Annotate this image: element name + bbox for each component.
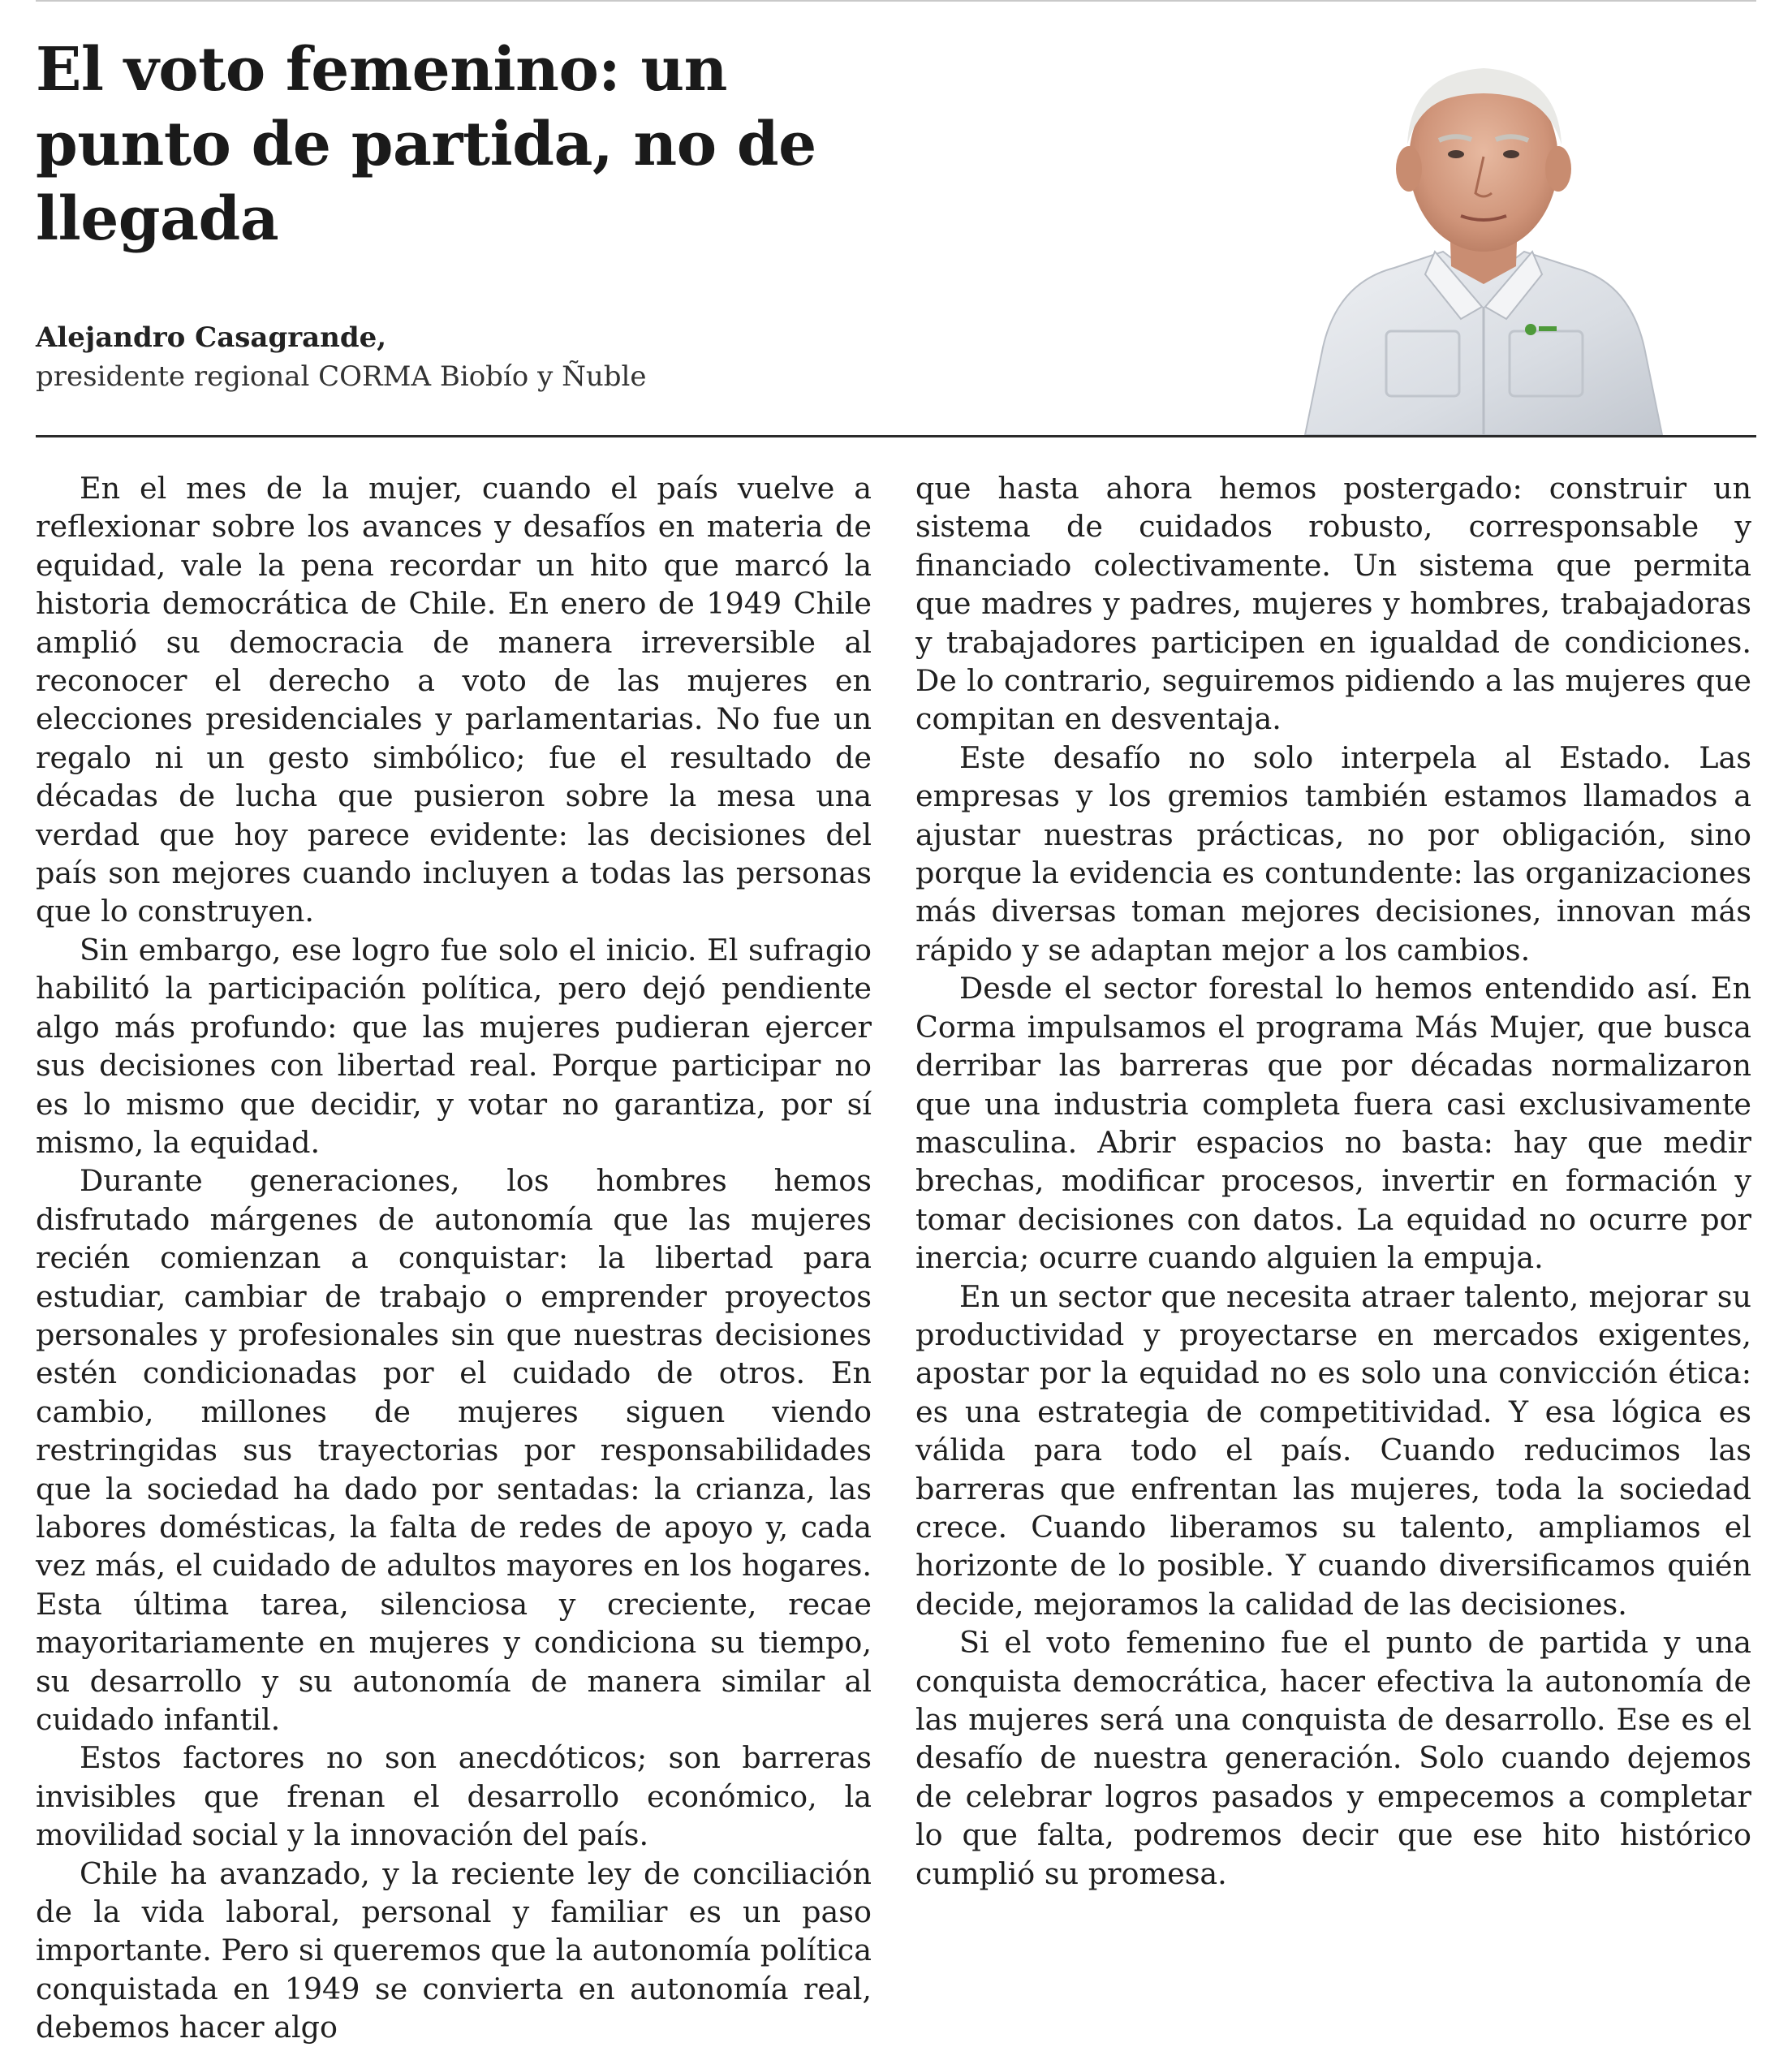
article-column-left xyxy=(36,469,872,2047)
paragraph: En el mes de la mujer, cuando el país vuelve a reflexionar sobre los avances y desafíos en materia de equidad, vale la pena recordar un hito que marcó la historia democrática de Chile. En enero de 1949 Chile amplió su democracia de manera irreversible al reconocer el derecho a voto de las mujeres en elecciones presidenciales y parlamentarias. No fue un regalo ni un gesto simbólico; fue el resultado de décadas de lucha que pusieron sobre la mesa una verdad que hoy parece evidente: las decisiones del país son mejores cuando incluyen a todas las personas que lo construyen. xyxy=(36,471,872,929)
paragraph: En un sector que necesita atraer talento, mejorar su productividad y proyectarse en mercados exigentes, apostar por la equidad no es solo una convicción ética: es una estrategia de competitividad. Y esa lógica es válida para todo el país. Cuando reducimos las barreras que enfrentan las mujeres, toda la sociedad crece. Cuando liberamos su talento, ampliamos el horizonte de lo posible. Y cuando diversificamos quién decide, mejoramos la calidad de las decisiones. xyxy=(915,1278,1751,1622)
paragraph: Durante generaciones, los hombres hemos disfrutado márgenes de autonomía que las mujeres recién comienzan a conquistar: la libertad para estudiar, cambiar de trabajo o emprender proyectos personales y profesionales sin que nuestras decisiones estén condicionadas por el cuidado de otros. En cambio, millones de mujeres siguen viendo restringidas sus trayectorias por responsabilidades que la sociedad ha dado por sentadas: la crianza, las labores domésticas, la falta de redes de apoyo y, cada vez más, el cuidado de adultos mayores en los hogares. Esta última tarea, silenciosa y creciente, recae mayoritariamente en mujeres y condiciona su tiempo, su desarrollo y su autonomía de manera similar al cuidado infantil. xyxy=(36,1163,872,1737)
top-rule xyxy=(36,0,1756,2)
paragraph: Desde el sector forestal lo hemos entendido así. En Corma impulsamos el programa Más Mujer, que busca derribar las barreras que por décadas normalizaron que una industria completa fuera casi exclusivamente masculina. Abrir espacios no basta: hay que medir brechas, modificar procesos, invertir en formación y tomar decisiones con datos. La equidad no ocurre por inercia; ocurre cuando alguien la empuja. xyxy=(915,971,1751,1276)
byline xyxy=(36,318,1010,396)
headline: El voto femenino: un punto de partida, no de llegada xyxy=(36,35,816,254)
paragraph: Estos factores no son anecdóticos; son barreras invisibles que frenan el desarrollo económico, la movilidad social y la innovación del país. xyxy=(36,1740,872,1853)
author-portrait-icon xyxy=(1273,39,1695,435)
author-role: presidente regional CORMA Biobío y Ñuble xyxy=(36,360,647,393)
article-column-right xyxy=(915,469,1751,1893)
section-rule xyxy=(36,435,1756,437)
paragraph: Sin embargo, ese logro fue solo el inicio. El sufragio habilitó la participación política, pero dejó pendiente algo más profundo: que las mujeres pudieran ejercer sus decisiones con libertad real. Porque participar no es lo mismo que decidir, y votar no garantiza, por sí mismo, la equidad. xyxy=(36,932,872,1160)
paragraph: Chile ha avanzado, y la reciente ley de conciliación de la vida laboral, personal y familiar es un paso importante. Pero si queremos que la autonomía política conquistada en 1949 se convierta en autonomía real, debemos hacer algo xyxy=(36,1855,872,2045)
author-name: Alejandro Casagrande, xyxy=(36,321,387,354)
paragraph: Si el voto femenino fue el punto de partida y una conquista democrática, hacer efectiva la autonomía de las mujeres será una conquista de desarrollo. Ese es el desafío de nuestra generación. Solo cuando dejemos de celebrar logros pasados y empecemos a completar lo que falta, podremos decir que ese hito histórico cumplió su promesa. xyxy=(915,1625,1751,1891)
paragraph: Este desafío no solo interpela al Estado. Las empresas y los gremios también estamos llamados a ajustar nuestras prácticas, no por obligación, sino porque la evidencia es contundente: las organizaciones más diversas toman mejores decisiones, innovan más rápido y se adaptan mejor a los cambios. xyxy=(915,739,1751,967)
paragraph: que hasta ahora hemos postergado: construir un sistema de cuidados robusto, corresponsable y financiado colectivamente. Un sistema que permita que madres y padres, mujeres y hombres, trabajadoras y trabajadores participen en igualdad de condiciones. De lo contrario, seguiremos pidiendo a las mujeres que compitan en desventaja. xyxy=(915,471,1751,737)
